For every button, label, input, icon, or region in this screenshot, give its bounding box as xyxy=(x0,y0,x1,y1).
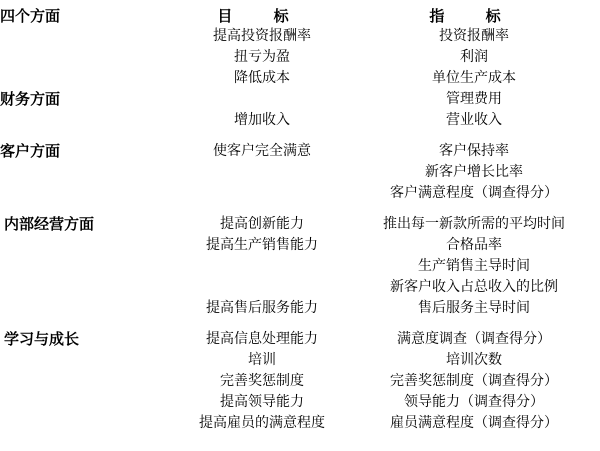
measure-item: 雇员满意程度（调查得分） xyxy=(390,415,558,431)
row-category-label: 财务方面 xyxy=(0,90,61,108)
measure-item: 单位生产成本 xyxy=(432,70,516,86)
row-measures xyxy=(348,68,600,131)
row-measures xyxy=(348,214,600,319)
measure-item: 利润 xyxy=(460,49,488,65)
row-category-label: 学习与成长 xyxy=(4,330,80,348)
row-objectives xyxy=(176,68,348,131)
objective-item: 培训 xyxy=(248,352,276,368)
measure-item: 营业收入 xyxy=(446,112,502,128)
row-objectives xyxy=(176,329,348,434)
objective-item: 完善奖惩制度 xyxy=(220,373,304,389)
objective-item: 提高领导能力 xyxy=(220,394,304,410)
measure-item: 客户保持率 xyxy=(439,143,509,159)
measure-item: 培训次数 xyxy=(446,352,502,368)
table-header-row xyxy=(0,6,600,26)
balanced-scorecard-table xyxy=(0,6,600,434)
objective-item: 提高创新能力 xyxy=(220,216,304,232)
measure-item: 新客户增长比率 xyxy=(425,164,523,180)
objective-item: 扭亏为盈 xyxy=(234,49,290,65)
table-row xyxy=(0,26,600,68)
row-category-label: 内部经营方面 xyxy=(4,215,95,233)
measure-item: 合格品率 xyxy=(446,237,502,253)
row-spacer xyxy=(0,204,600,214)
objective-item: 降低成本 xyxy=(234,70,290,86)
objective-item: 提高生产销售能力 xyxy=(206,237,318,253)
table-row xyxy=(0,141,600,204)
measure-item: 领导能力（调查得分） xyxy=(404,394,544,410)
objective-item: 提高投资报酬率 xyxy=(213,28,311,44)
row-measures xyxy=(348,329,600,434)
objective-item: 提高售后服务能力 xyxy=(206,300,318,316)
row-category-label xyxy=(0,26,176,68)
row-objectives xyxy=(176,141,348,204)
column-header-measures: 指 标 xyxy=(429,7,519,25)
measure-item: 满意度调查（调查得分） xyxy=(397,331,551,347)
table-row xyxy=(0,68,600,131)
objective-item: 增加收入 xyxy=(234,112,290,128)
measure-item: 售后服务主导时间 xyxy=(418,300,530,316)
measure-item: 新客户收入占总收入的比例 xyxy=(390,279,558,295)
measure-item: 客户满意程度（调查得分） xyxy=(390,185,558,201)
row-objectives xyxy=(176,26,348,68)
row-spacer xyxy=(0,131,600,141)
table-row xyxy=(0,329,600,434)
measure-item: 管理费用 xyxy=(446,91,502,107)
row-spacer xyxy=(0,319,600,329)
row-objectives xyxy=(176,214,348,319)
column-header-objectives: 目 标 xyxy=(217,7,307,25)
measure-item: 生产销售主导时间 xyxy=(418,258,530,274)
measure-item: 完善奖惩制度（调查得分） xyxy=(390,373,558,389)
measure-item: 投资报酬率 xyxy=(439,28,509,44)
row-category-label: 客户方面 xyxy=(0,142,61,160)
measure-item: 推出每一新款所需的平均时间 xyxy=(383,216,565,232)
row-measures xyxy=(348,26,600,68)
objective-item: 使客户完全满意 xyxy=(213,143,311,159)
objective-item: 提高雇员的满意程度 xyxy=(199,415,325,431)
column-header-aspects: 四个方面 xyxy=(0,7,61,25)
row-measures xyxy=(348,141,600,204)
objective-item: 提高信息处理能力 xyxy=(206,331,318,347)
table-row xyxy=(0,214,600,319)
